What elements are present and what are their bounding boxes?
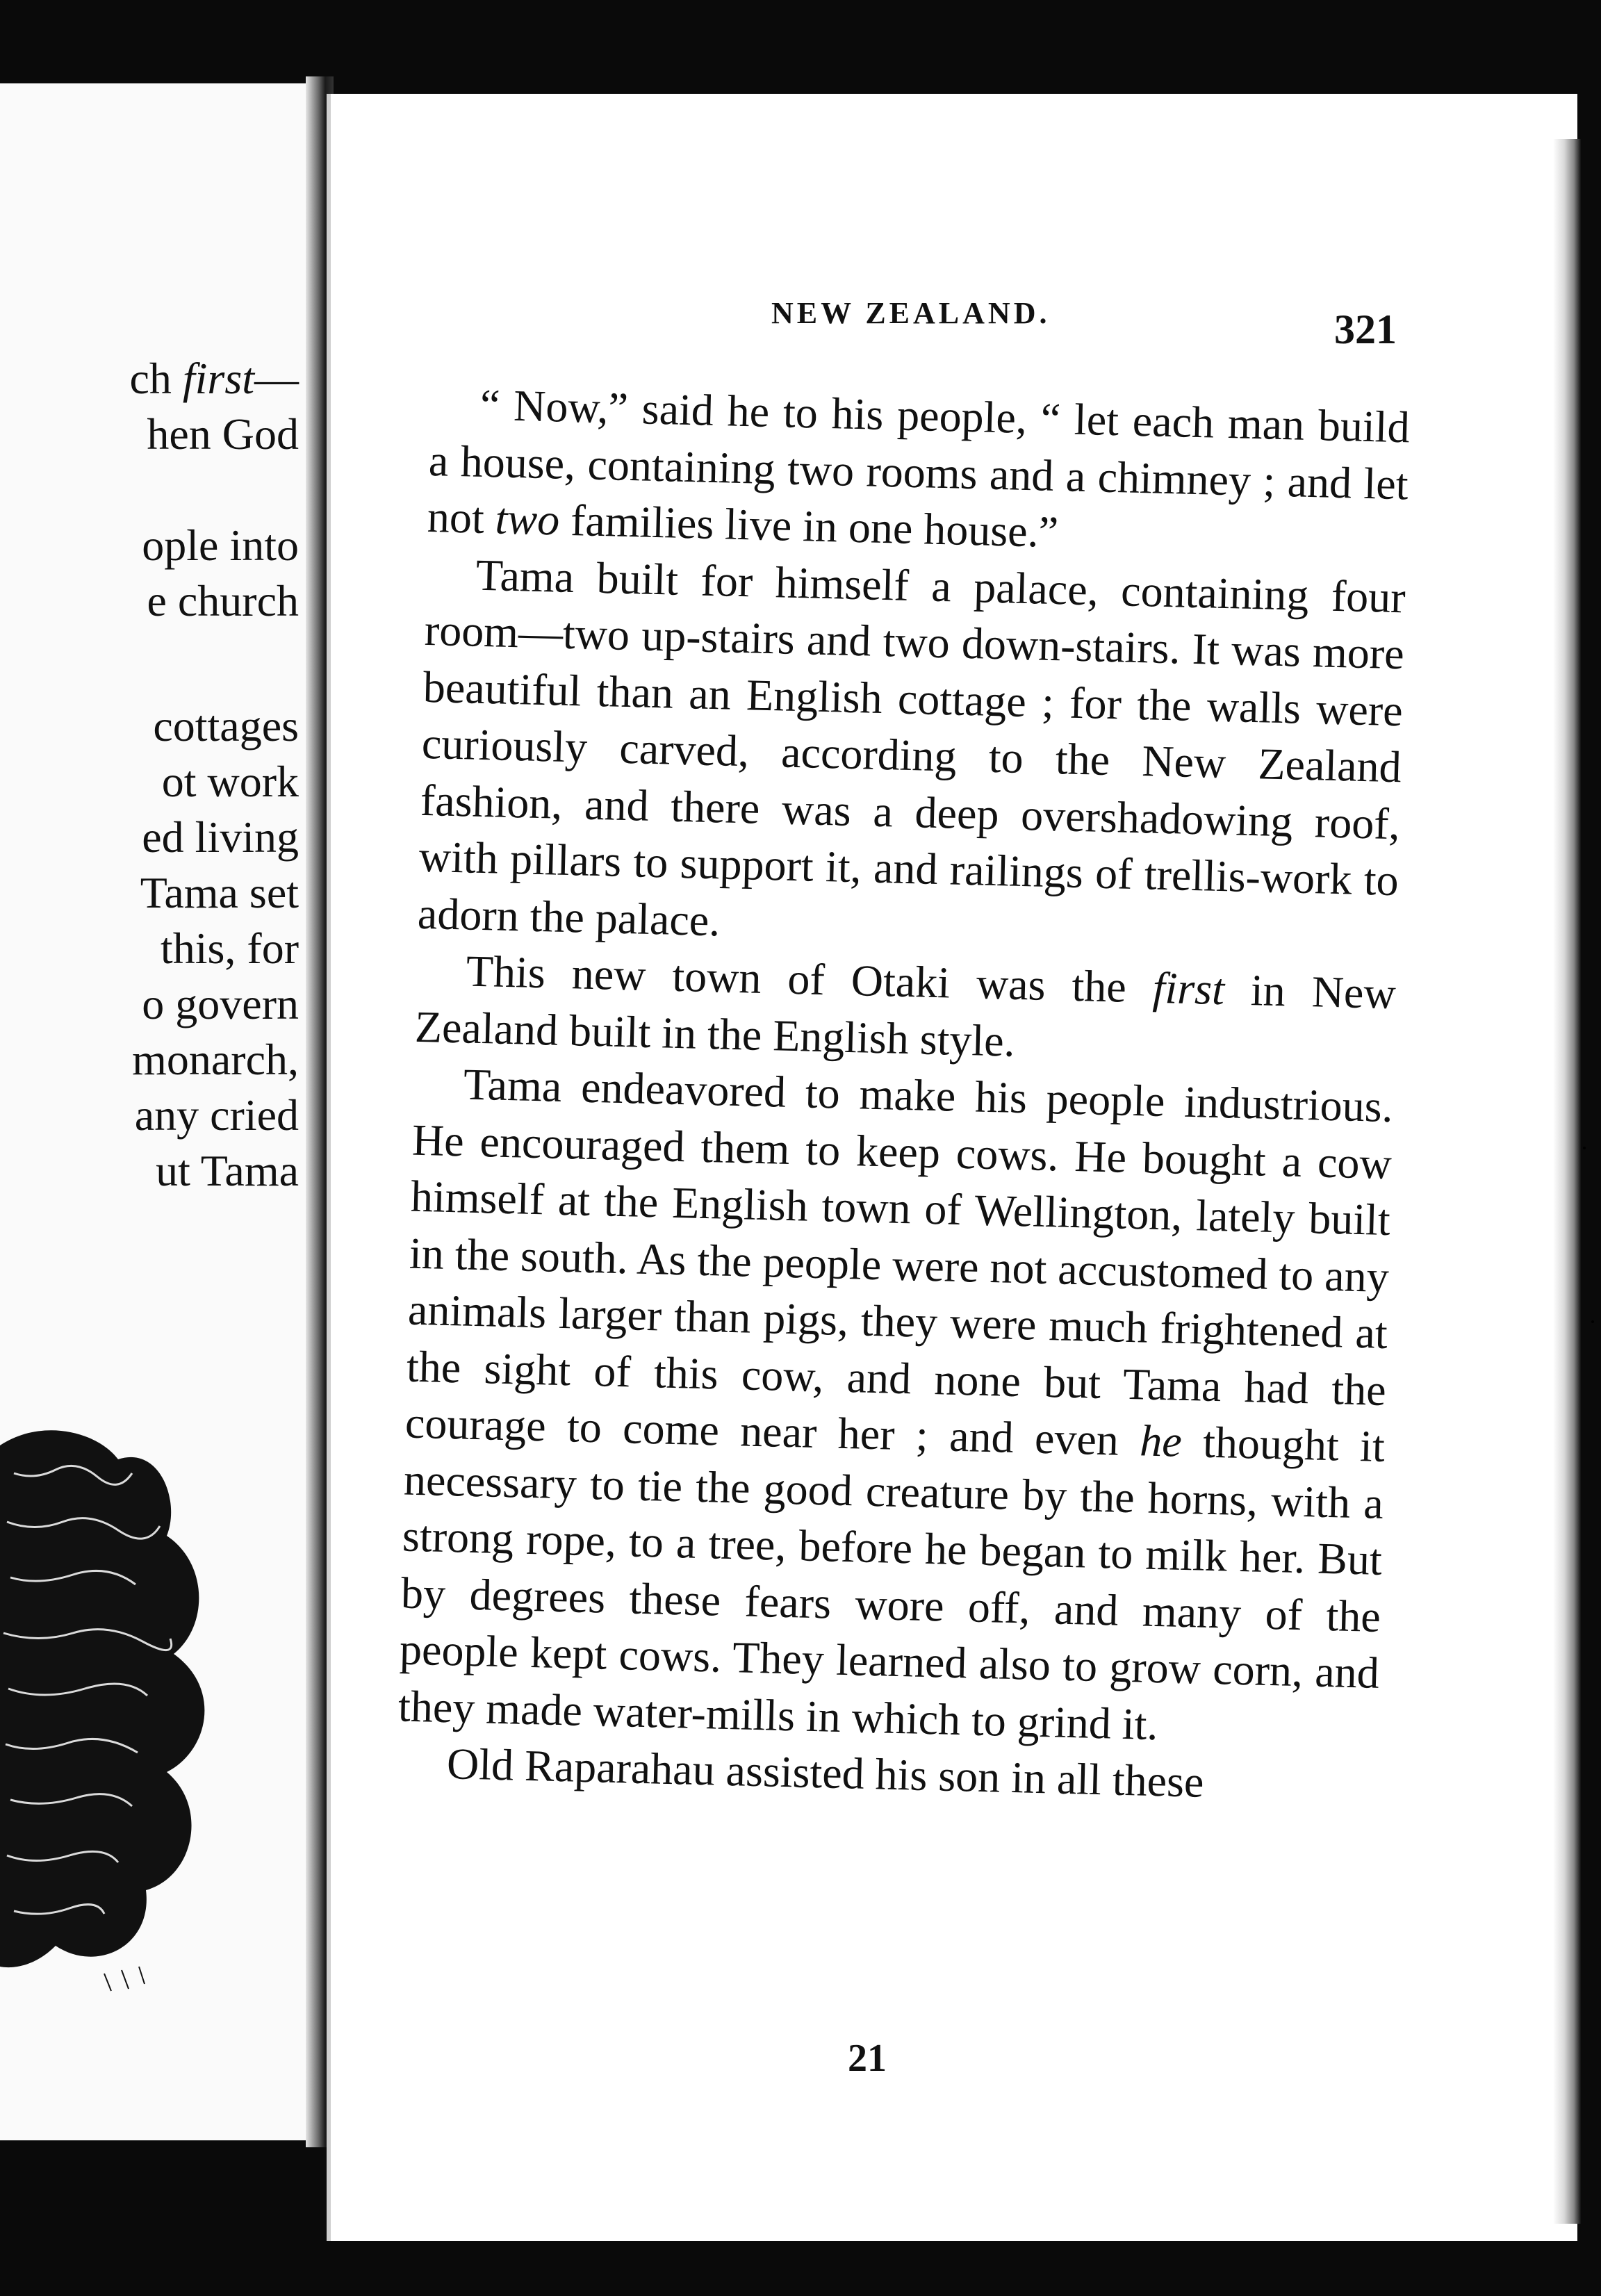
scan-speck bbox=[1583, 1147, 1586, 1149]
left-page-fragment: Tama set bbox=[140, 868, 299, 917]
left-page-fragment: e church bbox=[147, 576, 299, 625]
left-page-line bbox=[7, 698, 299, 754]
left-page-fragment: this, for bbox=[160, 924, 299, 973]
scan-speck bbox=[1591, 1320, 1594, 1323]
left-page-fragment: ople into bbox=[142, 520, 299, 570]
text-run: Tama built for himself a palace, containing four room—two up-stairs and two down-stairs. It was more beautiful than an English cottage ; for the walls were curiously carved, according to the New Zealand fashion, and there was a deep overshadowing roof, with pillars to support it, and railings of trellis-work to adorn the palace. bbox=[417, 550, 1406, 945]
left-page-line bbox=[7, 921, 299, 976]
left-page-line bbox=[7, 1032, 299, 1088]
left-page-line bbox=[7, 351, 299, 407]
page-number: 321 bbox=[1334, 306, 1397, 352]
left-page-line bbox=[7, 518, 299, 573]
left-page bbox=[0, 83, 328, 2140]
left-page-line bbox=[7, 407, 299, 462]
left-page-fragment: hen God bbox=[147, 409, 299, 459]
text-run: “ Now,” said he to his people, “ let each man build a house, containing two rooms and a chimney ; and let not bbox=[427, 379, 1411, 543]
left-page-fragment: cottages bbox=[153, 701, 299, 751]
text-run: This new town of Otaki was the bbox=[466, 946, 1153, 1012]
left-page-fragment: ed living bbox=[142, 812, 299, 862]
text-run: families live in one house.” bbox=[559, 495, 1059, 557]
tree-engraving bbox=[0, 1418, 229, 2001]
paragraph bbox=[427, 375, 1411, 569]
left-page-fragment: ch bbox=[129, 354, 183, 403]
body-text bbox=[396, 375, 1410, 1814]
left-page-fragment: — bbox=[254, 354, 299, 403]
left-page-line bbox=[7, 754, 299, 810]
text-run: in New Zealand built in the English style. bbox=[414, 965, 1397, 1066]
italic-text: he bbox=[1139, 1416, 1183, 1466]
page-edge-shadow bbox=[1553, 139, 1581, 2224]
left-page-fragment: ot work bbox=[161, 757, 299, 806]
left-page-fragment: monarch, bbox=[132, 1035, 299, 1084]
running-head: NEW ZEALAND. bbox=[771, 296, 1051, 330]
text-run: Old Raparahau assisted his son in all these bbox=[446, 1739, 1205, 1807]
italic-text: first bbox=[1152, 962, 1225, 1015]
left-page-line bbox=[7, 1088, 299, 1143]
left-page-fragment: first bbox=[182, 354, 254, 403]
left-page-line bbox=[7, 976, 299, 1032]
left-page-fragment: ut Tama bbox=[156, 1146, 299, 1195]
left-page-line bbox=[7, 865, 299, 921]
left-page-fragment: o govern bbox=[142, 979, 299, 1028]
left-page-line bbox=[7, 1143, 299, 1199]
left-page-line bbox=[7, 573, 299, 629]
text-run: Tama endeavored to make his people industrious. He encouraged them to keep cows. He bought a cow himself at the English town of Wellington, lately built in the south. As the people were not accustomed to any animals larger than pigs, they were much frightened at the sight of this cow, and none but Tama had the courage to come near her ; and even bbox=[404, 1059, 1394, 1466]
left-page-line bbox=[7, 810, 299, 865]
paragraph bbox=[417, 545, 1406, 965]
text-run: thought it necessary to tie the good creature by the horns, with a strong rope, to a tree, before he began to milk her. But by degrees these fears wore off, and many of the people kept cows. They learned also to grow corn, and they made water-mills in which to grind it. bbox=[397, 1416, 1386, 1749]
signature-mark: 21 bbox=[848, 2037, 887, 2080]
left-page-fragment: any cried bbox=[134, 1090, 299, 1140]
italic-text: two bbox=[494, 493, 561, 545]
paragraph bbox=[397, 1055, 1393, 1758]
